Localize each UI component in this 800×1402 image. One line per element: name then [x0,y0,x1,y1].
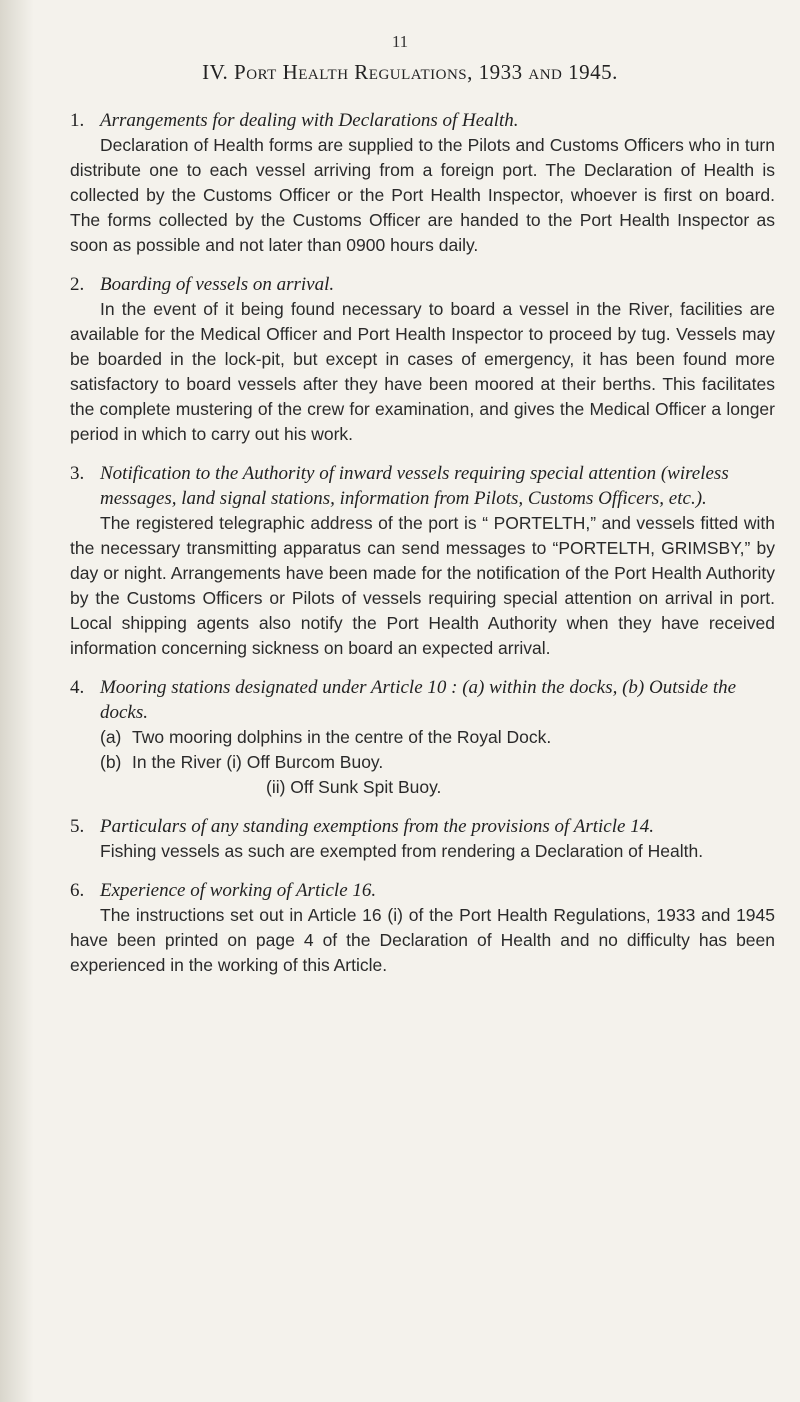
section-title-text: Notification to the Authority of inward vessels requiring special attention (wireless messages, land signal stations, information from Pilots, Customs Officers, etc.). [100,463,729,509]
section-title [70,461,775,511]
section-paragraph: Fishing vessels as such are exempted from rendering a Declaration of Health. [100,841,704,861]
section-5 [70,814,775,864]
page-heading: IV. Port Health Regulations, 1933 and 1945. [202,60,618,84]
list-item-text: In the River (i) Off Burcom Buoy. [132,752,384,772]
section-title-text: Particulars of any standing exemptions from the provisions of Article 14. [100,816,654,837]
list-item [70,725,775,750]
section-number: 6. [70,880,85,901]
section-title-text: Mooring stations designated under Article 10 : (a) within the docks, (b) Outside the docks. [100,677,737,723]
section-title [70,272,775,297]
section-paragraph: In the event of it being found necessary to board a vessel in the River, facilities are available for the Medical Officer and Port Health Inspector to proceed by tug. Vessels may be boarded in the lock-pit, but except in cases of emergency, it has been found more satisfactory to board vessels after they have been moored at their berths. This facilitates the complete mustering of the crew for examination, and gives the Medical Officer a longer period in which to carry out his work. [70,299,775,444]
section-2 [70,272,775,447]
section-number: 2. [70,274,85,295]
section-1 [70,108,775,258]
page-binding-shadow [0,0,34,1402]
list-item [70,775,775,800]
list-item-tag: (a) [100,727,122,747]
section-6 [70,878,775,978]
section-title-text: Arrangements for dealing with Declarations of Health. [100,110,519,131]
section-title [70,108,775,133]
section-title-text: Experience of working of Article 16. [100,880,377,901]
section-title [70,878,775,903]
list-item [70,750,775,775]
section-3 [70,461,775,661]
section-title-text: Boarding of vessels on arrival. [100,274,335,295]
section-paragraph: The registered telegraphic address of the port is “ PORTELTH,” and vessels fitted with the necessary transmitting apparatus can send messages to “PORTELTH, GRIMSBY,” by day or night. Arrangements have been made for the notification of the Port Health Authority by the Customs Officers or Pilots of vessels requiring special attention on arrival in port. Local shipping agents also notify the Port Health Authority when they have received information concerning sickness on board an expected arrival. [70,513,775,658]
list-item-text: (ii) Off Sunk Spit Buoy. [266,777,442,797]
section-number: 4. [70,677,85,698]
page-number: 11 [391,32,409,51]
section-title [70,814,775,839]
section-number: 5. [70,816,85,837]
section-number: 1. [70,110,85,131]
list-item-tag: (b) [100,752,122,772]
section-number: 3. [70,463,85,484]
document-body [70,108,775,992]
section-paragraph: Declaration of Health forms are supplied to the Pilots and Customs Officers who in turn distribute one to each vessel arriving from a foreign port. The Declaration of Health is collected by the Customs Officer or the Port Health Inspector, whoever is first on board. The forms collected by the Customs Officer are handed to the Port Health Inspector as soon as possible and not later than 0900 hours daily. [70,135,775,255]
list-item-text: Two mooring dolphins in the centre of the Royal Dock. [132,727,552,747]
section-paragraph: The instructions set out in Article 16 (i) of the Port Health Regulations, 1933 and 1945 have been printed on page 4 of the Declaration of Health and no difficulty has been experienced in the working of this Article. [70,905,775,975]
section-4 [70,675,775,800]
section-title [70,675,775,725]
